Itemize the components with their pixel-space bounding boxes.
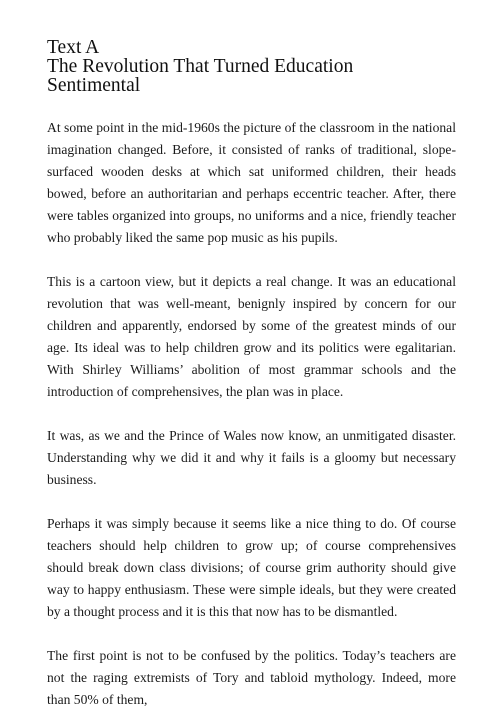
paragraph-3: It was, as we and the Prince of Wales now know, an unmitigated disaster. Understanding why we did it and why it fails is a gloomy but necessary business. — [47, 428, 456, 487]
document-page — [47, 38, 456, 711]
text-label: Text A — [47, 37, 100, 58]
document-heading — [47, 38, 456, 95]
paragraph-1: At some point in the mid-1960s the picture of the classroom in the national imagination changed. Before, it consisted of ranks of traditional, slope-surfaced wooden desks at which sat uniformed children, their heads bowed, before an authoritarian and perhaps eccentric teacher. After, there were tables organized into groups, no uniforms and a nice, friendly teacher who probably liked the same pop music as his pupils. — [47, 120, 456, 245]
paragraph-2: This is a cartoon view, but it depicts a real change. It was an educational revolution that was well-meant, benignly inspired by concern for our children and apparently, endorsed by some of the greatest minds of our age. Its ideal was to help children grow and its politics were egalitarian. With Shirley Williams’ abolition of most grammar schools and the introduction of comprehensives, the plan was in place. — [47, 274, 456, 399]
paragraph-4: Perhaps it was simply because it seems like a nice thing to do. Of course teachers should help children to grow up; of course comprehensives should break down class divisions; of course grim authority should give way to happy enthusiasm. These were simple ideals, but they were created by a thought process and it is this that now has to be dismantled. — [47, 516, 456, 619]
paragraph-5: The first point is not to be confused by the politics. Today’s teachers are not the raging extremists of Tory and tabloid mythology. Indeed, more than 50% of them, — [47, 648, 456, 707]
article-title-line-2: Sentimental — [47, 75, 141, 96]
article-title-line-1: The Revolution That Turned Education — [47, 56, 354, 77]
